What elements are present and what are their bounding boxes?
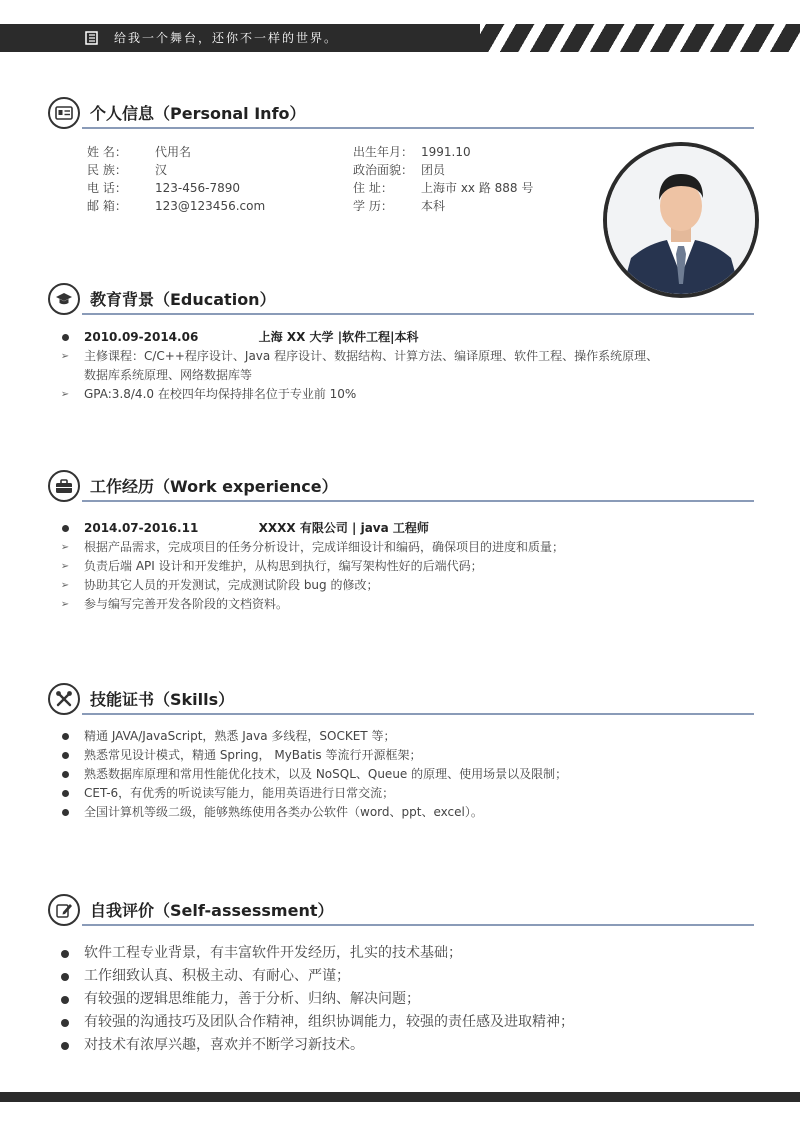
- section-work-experience: [48, 470, 754, 504]
- bullet-dot: [58, 988, 72, 1012]
- education-period: 2010.09-2014.06: [84, 330, 199, 344]
- section-divider: [82, 924, 754, 926]
- edit-icon: [48, 894, 80, 926]
- education-school: 上海 XX 大学 |软件工程|本科: [258, 330, 419, 344]
- list-item: CET-6，有优秀的听说读写能力，能用英语进行日常交流；: [58, 784, 567, 803]
- bullet-dot: [58, 1034, 72, 1058]
- work-list: [58, 519, 564, 614]
- list-item: ➢ 协助其它人员的开发测试，完成测试阶段 bug 的修改；: [58, 576, 564, 595]
- section-divider: [82, 127, 754, 129]
- arrow-bullet-icon: ➢: [60, 561, 70, 572]
- bullet-dot: [58, 727, 72, 746]
- section-divider: [82, 500, 754, 502]
- section-divider: [82, 713, 754, 715]
- section-skills: [48, 683, 754, 717]
- book-icon: [84, 30, 100, 46]
- list-item: 工作细致认真、积极主动、有耐心、严谨；: [58, 965, 574, 988]
- id-card-icon: [48, 97, 80, 129]
- list-item: 对技术有浓厚兴趣，喜欢并不断学习新技术。: [58, 1034, 574, 1057]
- bullet-dot: [58, 803, 72, 822]
- bullet-dot: [58, 328, 72, 347]
- list-item: ➢ 根据产品需求，完成项目的任务分析设计，完成详细设计和编码，确保项目的进度和质量；: [58, 538, 564, 557]
- section-personal-info: [48, 97, 754, 131]
- education-entry: [58, 328, 658, 347]
- bullet-dot: [58, 519, 72, 538]
- list-item: ➢ 参与编写完善开发各阶段的文档资料。: [58, 595, 564, 614]
- skills-list: [58, 727, 567, 822]
- bullet-dot: [58, 765, 72, 784]
- work-entry: [58, 519, 564, 538]
- list-item: 有较强的沟通技巧及团队合作精神，组织协调能力，较强的责任感及进取精神；: [58, 1011, 574, 1034]
- arrow-bullet-icon: ➢: [60, 580, 70, 591]
- bullet-dot: [58, 1011, 72, 1035]
- list-item: 熟悉常见设计模式，精通 Spring， MyBatis 等流行开源框架；: [58, 746, 567, 765]
- list-item: 全国计算机等级二级，能够熟练使用各类办公软件（word、ppt、excel）。: [58, 803, 567, 822]
- briefcase-icon: [48, 470, 80, 502]
- section-education: [48, 283, 754, 317]
- graduation-cap-icon: [48, 283, 80, 315]
- arrow-bullet-icon: ➢: [60, 599, 70, 610]
- list-item: 熟悉数据库原理和常用性能优化技术，以及 NoSQL、Queue 的原理、使用场景以及限制；: [58, 765, 567, 784]
- section-title: 自我评价（Self-assessment）: [90, 901, 334, 920]
- stripe-decoration: [480, 24, 800, 52]
- section-title: 教育背景（Education）: [90, 290, 276, 309]
- section-title: 工作经历（Work experience）: [90, 477, 338, 496]
- info-row: 学 历： 本科: [353, 199, 446, 213]
- personal-left-column: [87, 143, 265, 215]
- work-company: XXXX 有限公司 | java 工程师: [258, 521, 429, 535]
- list-item: 有较强的逻辑思维能力，善于分析、归纳、解决问题；: [58, 988, 574, 1011]
- self-assessment-list: [58, 942, 574, 1057]
- bullet-dot: [58, 746, 72, 765]
- list-item: ➢ GPA:3.8/4.0 在校四年均保持排名位于专业前 10%: [58, 385, 658, 404]
- work-period: 2014.07-2016.11: [84, 521, 199, 535]
- section-title: 技能证书（Skills）: [90, 690, 235, 709]
- info-row: 姓 名： 代用名: [87, 145, 192, 159]
- tools-icon: [48, 683, 80, 715]
- info-row: 政治面貌： 团员: [353, 163, 446, 177]
- list-item: 精通 JAVA/JavaScript，熟悉 Java 多线程，SOCKET 等；: [58, 727, 567, 746]
- list-item: 软件工程专业背景，有丰富软件开发经历，扎实的技术基础；: [58, 942, 574, 965]
- portrait-photo: [603, 142, 759, 298]
- info-row: 邮 箱： 123@123456.com: [87, 199, 266, 213]
- top-banner: [0, 24, 800, 52]
- list-item: ➢ 主修课程：C/C++程序设计、Java 程序设计、数据结构、计算方法、编译原理、软件工程、操作系统原理、: [58, 347, 658, 366]
- list-item-continuation: 数据库系统原理、网络数据库等: [84, 368, 253, 382]
- education-list: [58, 328, 658, 404]
- bullet-dot: [58, 942, 72, 966]
- personal-right-column: [353, 143, 533, 215]
- bottom-banner: [0, 1092, 800, 1102]
- arrow-bullet-icon: ➢: [60, 389, 70, 400]
- bullet-dot: [58, 784, 72, 803]
- arrow-bullet-icon: ➢: [60, 542, 70, 553]
- list-item: ➢ 负责后端 API 设计和开发维护，从构思到执行，编写架构性好的后端代码；: [58, 557, 564, 576]
- bullet-dot: [58, 965, 72, 989]
- section-title: 个人信息（Personal Info）: [90, 104, 306, 123]
- info-row: 民 族： 汉: [87, 163, 168, 177]
- arrow-bullet-icon: ➢: [60, 351, 70, 362]
- section-self-assessment: [48, 894, 754, 928]
- info-row: 住 址： 上海市 xx 路 888 号: [353, 181, 534, 195]
- section-divider: [82, 313, 754, 315]
- info-row: 电 话： 123-456-7890: [87, 181, 241, 195]
- info-row: 出生年月： 1991.10: [353, 145, 471, 159]
- slogan: 给我一个舞台，还你不一样的世界。: [114, 31, 339, 45]
